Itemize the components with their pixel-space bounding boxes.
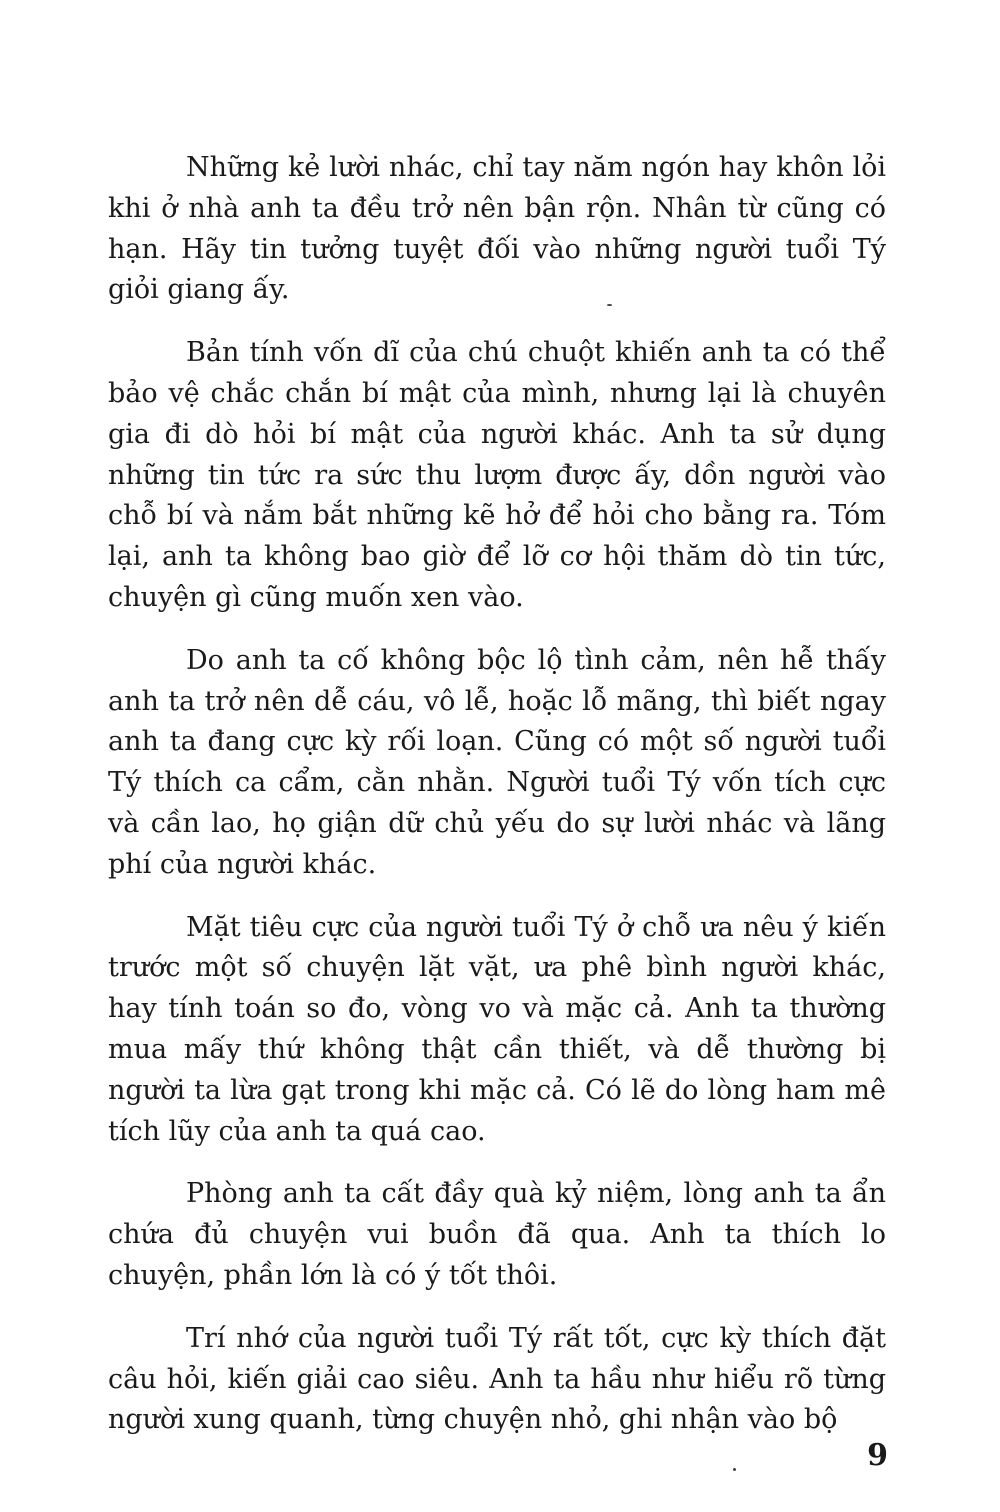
scan-speck	[733, 1468, 736, 1471]
page-number: 9	[867, 1438, 888, 1473]
paragraph-5: Phòng anh ta cất đầy quà kỷ niệm, lòng anh ta ẩn chứa đủ chuyện vui buồn đã qua. Anh ta thích lo chuyện, phần lớn là có ý tốt thôi.	[108, 1178, 886, 1291]
body-text	[108, 148, 886, 1441]
scan-speck	[607, 304, 612, 306]
paragraph-4: Mặt tiêu cực của người tuổi Tý ở chỗ ưa nêu ý kiến trước một số chuyện lặt vặt, ưa phê bình người khác, hay tính toán so đo, vòng vo và mặc cả. Anh ta thường mua mấy thứ không thật cần thiết, và dễ thường bị người ta lừa gạt trong khi mặc cả. Có lẽ do lòng ham mê tích lũy của anh ta quá cao.	[108, 911, 886, 1147]
paragraph-3: Do anh ta cố không bộc lộ tình cảm, nên hễ thấy anh ta trở nên dễ cáu, vô lễ, hoặc lỗ mãng, thì biết ngay anh ta đang cực kỳ rối loạn. Cũng có một số người tuổi Tý thích ca cẩm, cằn nhằn. Người tuổi Tý vốn tích cực và cần lao, họ giận dữ chủ yếu do sự lười nhác và lãng phí của người khác.	[108, 644, 886, 880]
paragraph-2: Bản tính vốn dĩ của chú chuột khiến anh ta có thể bảo vệ chắc chắn bí mật của mình, nhưng lại là chuyên gia đi dò hỏi bí mật của người khác. Anh ta sử dụng những tin tức ra sức thu lượm được ấy, dồn người vào chỗ bí và nắm bắt những kẽ hở để hỏi cho bằng ra. Tóm lại, anh ta không bao giờ để lỡ cơ hội thăm dò tin tức, chuyện gì cũng muốn xen vào.	[108, 337, 886, 613]
paragraph-6: Trí nhớ của người tuổi Tý rất tốt, cực kỳ thích đặt câu hỏi, kiến giải cao siêu. Anh ta hầu như hiểu rõ từng người xung quanh, từng chuyện nhỏ, ghi nhận vào bộ	[108, 1322, 886, 1436]
paragraph-1: Những kẻ lười nhác, chỉ tay năm ngón hay khôn lỏi khi ở nhà anh ta đều trở nên bận rộn. Nhân từ cũng có hạn. Hãy tin tưởng tuyệt đối vào những người tuổi Tý giỏi giang ấy.	[108, 152, 886, 306]
